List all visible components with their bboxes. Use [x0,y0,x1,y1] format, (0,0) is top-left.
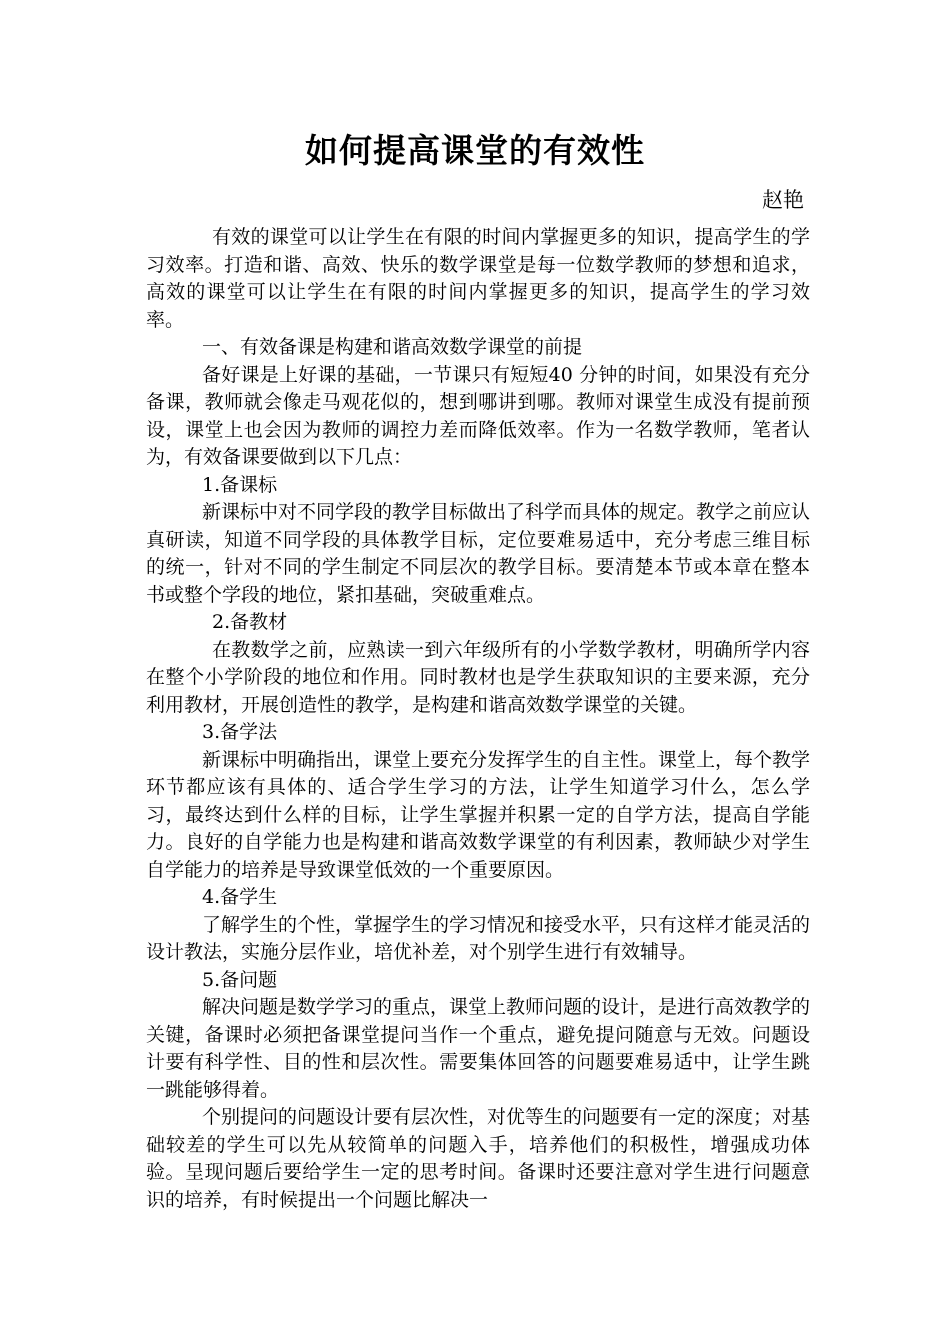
item-heading-questions: 5.备问题 [202,968,278,991]
item-paragraph-questions-1: 解决问题是数学学习的重点，课堂上教师问题的设计，是进行高效教学的关键，备课时必须把备课堂提问当作一个重点，避免提问随意与无效。问题设计要有科学性、目的性和层次性。需要集体回答的问题要难易适中，让学生跳一跳能够得着。 [146,996,811,1101]
document-body [146,224,810,1214]
item-paragraph-method: 新课标中明确指出，课堂上要充分发挥学生的自主性。课堂上，每个教学环节都应该有具体的、适合学生学习的方法，让学生知道学习什么，怎么学习，最终达到什么样的目标，让学生掌握并积累一定的自学方法，提高自学能力。良好的自学能力也是构建和谐高效数学课堂的有利因素，教师缺少对学生自学能力的培养是导致课堂低效的一个重要原因。 [146,748,811,881]
section-heading: 一、有效备课是构建和谐高效数学课堂的前提 [202,336,583,358]
item-heading-curriculum: 1.备课标 [202,473,278,496]
intro-paragraph: 有效的课堂可以让学生在有限的时间内掌握更多的知识，提高学生的学习效率。打造和谐、高效、快乐的数学课堂是每一位数学教师的梦想和追求，高效的课堂可以让学生在有限的时间内掌握更多的知识，提高学生的学习效率。 [146,226,810,331]
item-paragraph-students: 了解学生的个性，掌握学生的学习情况和接受水平，只有这样才能灵活的设计教法，实施分层作业，培优补差，对个别学生进行有效辅导。 [146,913,811,963]
item-paragraph-textbook: 在教数学之前，应熟读一到六年级所有的小学数学教材，明确所学内容在整个小学阶段的地位和作用。同时教材也是学生获取知识的主要来源，充分利用教材，开展创造性的教学，是构建和谐高效数学课堂的关键。 [146,638,810,716]
item-heading-students: 4.备学生 [202,886,278,908]
document-author: 赵艳 [762,188,804,212]
item-heading-method: 3.备学法 [202,721,278,743]
item-paragraph-questions-2: 个别提问的问题设计要有层次性，对优等生的问题要有一定的深度；对基础较差的学生可以先从较简单的问题入手，培养他们的积极性，增强成功体验。呈现问题后要给学生一定的思考时间。备课时还要注意对学生进行问题意识的培养，有时候提出一个问题比解决一 [146,1106,811,1211]
item-heading-textbook: 2.备教材 [212,611,288,633]
section-paragraph: 备好课是上好课的基础，一节课只有短短40 分钟的时间，如果没有充分备课，教师就会像走马观花似的，想到哪讲到哪。教师对课堂生成没有提前预设，课堂上也会因为教师的调控力差而降低效率。作为一名数学教师，笔者认为，有效备课要做到以下几点： [146,363,810,468]
document-title: 如何提高课堂的有效性 [305,131,645,170]
item-paragraph-curriculum: 新课标中对不同学段的教学目标做出了科学而具体的规定。教学之前应认真研读，知道不同学段的具体教学目标，定位要难易适中，充分考虑三维目标的统一，针对不同的学生制定不同层次的教学目标。要清楚本节或本章在整本书或整个学段的地位，紧扣基础，突破重难点。 [146,501,811,606]
